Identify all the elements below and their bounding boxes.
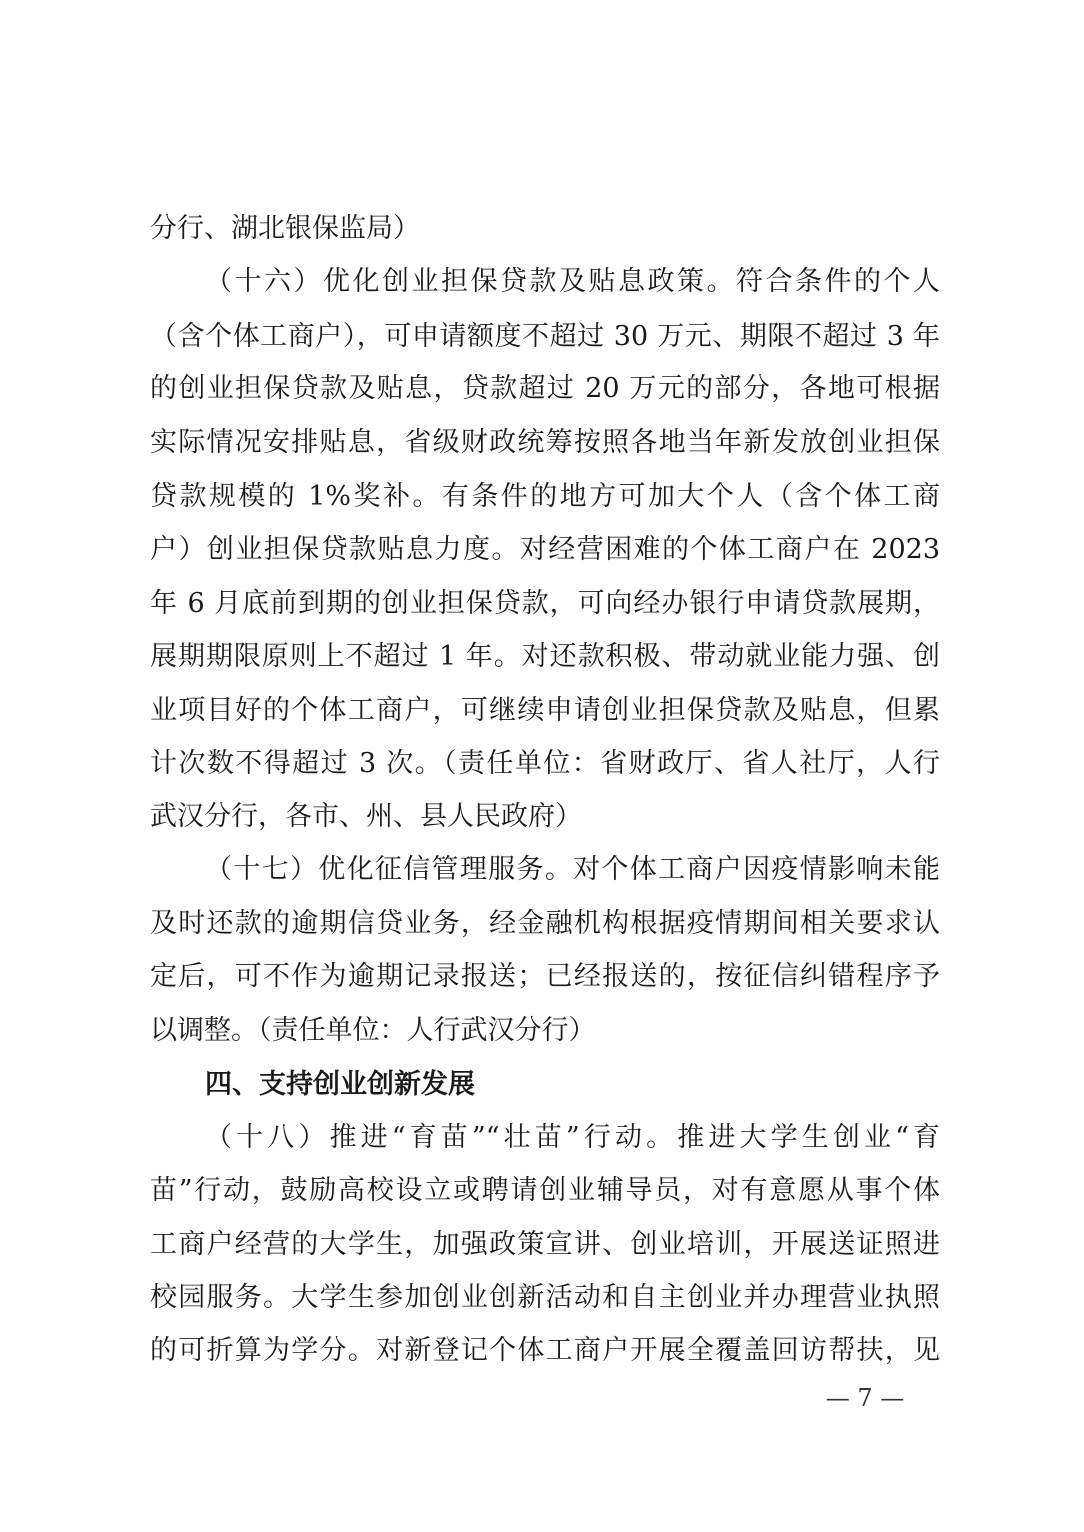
text-line: 武汉分行，各市、州、县人民政府） xyxy=(150,801,582,832)
text-line: （十八）推进“育苗”“壮苗”行动。推进大学生创业“育 xyxy=(205,1122,940,1153)
text-line: 的创业担保贷款及贴息，贷款超过 20 万元的部分，各地可根据 xyxy=(150,373,940,404)
text-line: 以调整。（责任单位：人行武汉分行） xyxy=(150,1015,596,1046)
text-line: 业项目好的个体工商户，可继续申请创业担保贷款及贴息，但累 xyxy=(150,695,940,726)
text-line: 的可折算为学分。对新登记个体工商户开展全覆盖回访帮扶，见 xyxy=(150,1335,940,1366)
text-line: （十六）优化创业担保贷款及贴息政策。符合条件的个人 xyxy=(205,266,940,297)
text-line: 定后，可不作为逾期记录报送；已经报送的，按征信纠错程序予 xyxy=(150,961,940,992)
text-line: 工商户经营的大学生，加强政策宣讲、创业培训，开展送证照进 xyxy=(150,1229,940,1260)
text-line: 贷款规模的 1%奖补。有条件的地方可加大个人（含个体工商 xyxy=(150,481,940,512)
text-line: 计次数不得超过 3 次。（责任单位：省财政厅、省人社厅，人行 xyxy=(150,748,940,779)
text-line: 校园服务。大学生参加创业创新活动和自主创业并办理营业执照 xyxy=(150,1282,940,1313)
text-line: 分行、湖北银保监局） xyxy=(150,213,420,244)
text-line: 年 6 月底前到期的创业担保贷款，可向经办银行申请贷款展期， xyxy=(150,588,940,619)
section-heading: 四、支持创业创新发展 xyxy=(205,1069,475,1100)
text-line: 苗”行动，鼓励高校设立或聘请创业辅导员，对有意愿从事个体 xyxy=(150,1175,940,1206)
text-line: （含个体工商户），可申请额度不超过 30 万元、期限不超过 3 年 xyxy=(150,321,940,352)
text-line: 户）创业担保贷款贴息力度。对经营困难的个体工商户在 2023 xyxy=(150,534,940,565)
page-number: — 7 — xyxy=(825,1384,905,1412)
text-line: 展期期限原则上不超过 1 年。对还款积极、带动就业能力强、创 xyxy=(150,641,940,672)
text-line: 实际情况安排贴息，省级财政统筹按照各地当年新发放创业担保 xyxy=(150,427,940,458)
text-line: （十七）优化征信管理服务。对个体工商户因疫情影响未能 xyxy=(205,854,940,885)
text-line: 及时还款的逾期信贷业务，经金融机构根据疫情期间相关要求认 xyxy=(150,908,940,939)
